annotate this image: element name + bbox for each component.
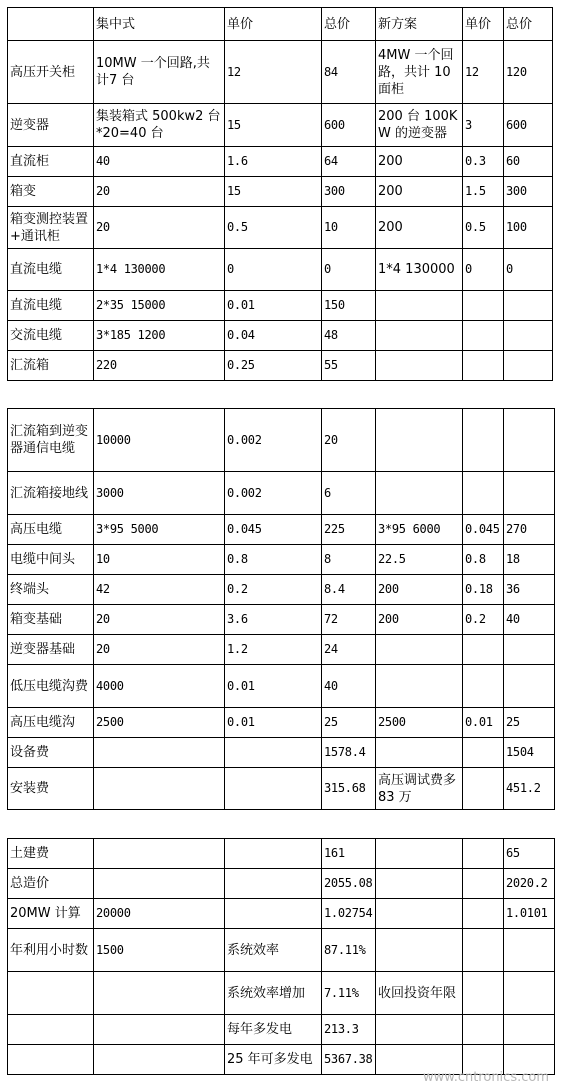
table-cell	[504, 665, 555, 708]
table-cell: 40	[322, 665, 376, 708]
row-label: 箱变测控装置+通讯柜	[8, 207, 94, 249]
table-cell	[463, 351, 504, 381]
table-cell	[94, 1015, 225, 1045]
table-cell: 3*95 5000	[94, 515, 225, 545]
table-cell	[376, 929, 463, 972]
table-cell: 300	[322, 177, 376, 207]
table-cell: 20	[322, 409, 376, 472]
table-row	[8, 708, 555, 738]
table-cell: 0.18	[463, 575, 504, 605]
table-cell: 18	[504, 545, 555, 575]
row-label: 汇流箱	[8, 351, 94, 381]
table-cell	[225, 839, 322, 869]
row-label: 逆变器基础	[8, 635, 94, 665]
row-label	[8, 972, 94, 1015]
table-cell	[504, 929, 555, 972]
table-row	[8, 665, 555, 708]
table-cell: 25	[504, 708, 555, 738]
table-cell: 8.4	[322, 575, 376, 605]
table-cell: 10000	[94, 409, 225, 472]
header-cell: 总价	[504, 8, 553, 41]
table-cell: 300	[504, 177, 553, 207]
table-cell	[225, 869, 322, 899]
table-cell: 200	[376, 575, 463, 605]
table-cell: 1.2	[225, 635, 322, 665]
table-cell: 120	[504, 41, 553, 104]
table-cell	[463, 839, 504, 869]
row-label: 低压电缆沟费	[8, 665, 94, 708]
table-cell: 200	[376, 207, 463, 249]
row-label: 直流电缆	[8, 291, 94, 321]
table-cell	[463, 738, 504, 768]
table-cell: 6	[322, 472, 376, 515]
table-cell: 0.002	[225, 409, 322, 472]
table-cell	[463, 1015, 504, 1045]
table-cell: 55	[322, 351, 376, 381]
row-label: 汇流箱到逆变器通信电缆	[8, 409, 94, 472]
table-cell: 0.04	[225, 321, 322, 351]
table-row	[8, 515, 555, 545]
table-row	[8, 321, 553, 351]
table-row	[8, 929, 555, 972]
table-cell: 0.2	[225, 575, 322, 605]
table-cell: 22.5	[376, 545, 463, 575]
table-cell: 2020.2	[504, 869, 555, 899]
header-cell: 单价	[463, 8, 504, 41]
row-label: 设备费	[8, 738, 94, 768]
table-cell: 451.2	[504, 768, 555, 810]
table-cell	[376, 351, 463, 381]
table-cell: 1*4 130000	[94, 249, 225, 291]
table-cell: 25	[322, 708, 376, 738]
row-label	[8, 1045, 94, 1075]
table-cell: 84	[322, 41, 376, 104]
table-row	[8, 575, 555, 605]
table-cell	[94, 869, 225, 899]
table-cell	[463, 665, 504, 708]
table-cell	[463, 291, 504, 321]
table-row	[8, 147, 553, 177]
table-cell: 36	[504, 575, 555, 605]
table-cell: 200	[376, 147, 463, 177]
cost-table-part-3	[7, 838, 555, 1075]
table-row	[8, 409, 555, 472]
table-cell	[504, 409, 555, 472]
table-cell	[504, 1015, 555, 1045]
row-label: 直流电缆	[8, 249, 94, 291]
table-cell	[463, 899, 504, 929]
table-cell: 0.01	[225, 665, 322, 708]
row-label: 逆变器	[8, 104, 94, 147]
row-label: 高压电缆	[8, 515, 94, 545]
row-label: 终端头	[8, 575, 94, 605]
table-cell: 0.8	[463, 545, 504, 575]
table-cell	[376, 899, 463, 929]
table-cell: 高压调试费多 83 万	[376, 768, 463, 810]
table-cell	[225, 899, 322, 929]
table-cell	[463, 472, 504, 515]
table-cell: 12	[225, 41, 322, 104]
row-label: 交流电缆	[8, 321, 94, 351]
table-cell	[94, 972, 225, 1015]
table-cell: 2*35 15000	[94, 291, 225, 321]
table-cell: 集装箱式 500kw2 台*20=40 台	[94, 104, 225, 147]
table-row	[8, 899, 555, 929]
table-cell: 0	[225, 249, 322, 291]
table-cell: 0.25	[225, 351, 322, 381]
header-cell: 单价	[225, 8, 322, 41]
table-cell	[504, 321, 553, 351]
table-cell: 40	[504, 605, 555, 635]
table-cell: 系统效率增加	[225, 972, 322, 1015]
table-cell: 600	[322, 104, 376, 147]
table-cell: 每年多发电	[225, 1015, 322, 1045]
table-cell: 200	[376, 605, 463, 635]
table-cell: 60	[504, 147, 553, 177]
table-cell	[463, 869, 504, 899]
table-cell: 0.01	[463, 708, 504, 738]
table-cell: 3*95 6000	[376, 515, 463, 545]
table-cell: 600	[504, 104, 553, 147]
table-cell: 0.8	[225, 545, 322, 575]
table-cell: 5367.38	[322, 1045, 376, 1075]
watermark: www.cntronics.com	[422, 1070, 549, 1085]
table-cell	[376, 665, 463, 708]
table-cell: 0	[504, 249, 553, 291]
table-cell: 10	[322, 207, 376, 249]
row-label: 箱变	[8, 177, 94, 207]
table-cell: 1.0101	[504, 899, 555, 929]
table-row	[8, 249, 553, 291]
table-cell	[463, 972, 504, 1015]
table-cell: 7.11%	[322, 972, 376, 1015]
table-cell: 161	[322, 839, 376, 869]
table-cell: 2500	[94, 708, 225, 738]
table-cell: 2500	[376, 708, 463, 738]
table-cell: 213.3	[322, 1015, 376, 1045]
table-cell	[504, 635, 555, 665]
row-label: 年利用小时数	[8, 929, 94, 972]
table-cell: 65	[504, 839, 555, 869]
table-cell: 10MW 一个回路,共计7 台	[94, 41, 225, 104]
table-cell: 3	[463, 104, 504, 147]
table-cell	[376, 321, 463, 351]
table-cell: 3*185 1200	[94, 321, 225, 351]
cost-table-part-1	[7, 7, 553, 381]
table-cell	[94, 1045, 225, 1075]
table-cell	[94, 768, 225, 810]
table-row	[8, 869, 555, 899]
table-cell: 20	[94, 207, 225, 249]
table-row	[8, 768, 555, 810]
table-cell	[94, 738, 225, 768]
table-cell: 150	[322, 291, 376, 321]
table-cell: 1*4 130000	[376, 249, 463, 291]
table-cell	[504, 291, 553, 321]
table-cell	[504, 972, 555, 1015]
table-cell	[376, 409, 463, 472]
header-cell: 新方案	[376, 8, 463, 41]
table-cell: 87.11%	[322, 929, 376, 972]
table-cell: 0.045	[463, 515, 504, 545]
table-cell: 25 年可多发电	[225, 1045, 322, 1075]
table-row	[8, 738, 555, 768]
table-cell: 24	[322, 635, 376, 665]
table-cell: 1500	[94, 929, 225, 972]
table-row	[8, 545, 555, 575]
table-cell	[376, 472, 463, 515]
row-label: 箱变基础	[8, 605, 94, 635]
table-cell	[225, 738, 322, 768]
table-row	[8, 207, 553, 249]
row-label: 汇流箱接地线	[8, 472, 94, 515]
header-cell: 集中式	[94, 8, 225, 41]
row-label: 20MW 计算	[8, 899, 94, 929]
table-cell: 0.3	[463, 147, 504, 177]
table-cell: 3000	[94, 472, 225, 515]
table-cell: 3.6	[225, 605, 322, 635]
table-cell: 48	[322, 321, 376, 351]
cost-table-part-2	[7, 408, 555, 810]
table-cell: 72	[322, 605, 376, 635]
table-row	[8, 41, 553, 104]
table-cell: 42	[94, 575, 225, 605]
table-cell: 20000	[94, 899, 225, 929]
table-cell: 4000	[94, 665, 225, 708]
table-cell: 315.68	[322, 768, 376, 810]
table-cell	[376, 738, 463, 768]
table-cell	[463, 409, 504, 472]
table-cell	[376, 291, 463, 321]
table-cell: 收回投资年限	[376, 972, 463, 1015]
table-cell	[376, 1015, 463, 1045]
table-cell	[504, 351, 553, 381]
table-row	[8, 972, 555, 1015]
table-cell: 225	[322, 515, 376, 545]
table-cell: 64	[322, 147, 376, 177]
table-row	[8, 104, 553, 147]
table-cell: 20	[94, 177, 225, 207]
table-cell	[225, 768, 322, 810]
table-cell	[504, 472, 555, 515]
table-cell: 20	[94, 635, 225, 665]
row-label	[8, 1015, 94, 1045]
table-cell: 0	[322, 249, 376, 291]
table-cell: 0	[463, 249, 504, 291]
table-cell: 8	[322, 545, 376, 575]
row-label: 安装费	[8, 768, 94, 810]
table-cell: 4MW 一个回路，共计 10 面柜	[376, 41, 463, 104]
row-label: 高压电缆沟	[8, 708, 94, 738]
table-cell: 15	[225, 177, 322, 207]
table-row	[8, 472, 555, 515]
table-cell: 1504	[504, 738, 555, 768]
table-cell: 270	[504, 515, 555, 545]
table-row	[8, 635, 555, 665]
table-cell: 0.045	[225, 515, 322, 545]
table-cell	[376, 839, 463, 869]
table-cell	[376, 635, 463, 665]
header-cell	[8, 8, 94, 41]
table-cell: 12	[463, 41, 504, 104]
table-cell: 1.5	[463, 177, 504, 207]
table-cell: 0.002	[225, 472, 322, 515]
table-cell	[463, 768, 504, 810]
header-row	[8, 8, 553, 41]
table-cell	[376, 869, 463, 899]
table-cell: 1578.4	[322, 738, 376, 768]
table-cell: 0.5	[225, 207, 322, 249]
row-label: 高压开关柜	[8, 41, 94, 104]
table-row	[8, 291, 553, 321]
row-label: 土建费	[8, 839, 94, 869]
table-row	[8, 177, 553, 207]
table-cell: 1.02754	[322, 899, 376, 929]
table-cell: 系统效率	[225, 929, 322, 972]
table-cell: 1.6	[225, 147, 322, 177]
table-cell: 15	[225, 104, 322, 147]
table-cell: 100	[504, 207, 553, 249]
table-cell: 0.5	[463, 207, 504, 249]
table-cell	[463, 321, 504, 351]
table-cell: 10	[94, 545, 225, 575]
table-cell	[463, 929, 504, 972]
table-cell: 0.01	[225, 708, 322, 738]
table-cell: 0.01	[225, 291, 322, 321]
table-cell	[94, 839, 225, 869]
table-cell: 20	[94, 605, 225, 635]
table-row	[8, 351, 553, 381]
row-label: 直流柜	[8, 147, 94, 177]
table-cell: 200	[376, 177, 463, 207]
table-cell: 200 台 100KW 的逆变器	[376, 104, 463, 147]
table-cell: 2055.08	[322, 869, 376, 899]
row-label: 电缆中间头	[8, 545, 94, 575]
table-row	[8, 839, 555, 869]
table-cell: 40	[94, 147, 225, 177]
header-cell: 总价	[322, 8, 376, 41]
table-cell	[463, 635, 504, 665]
table-row	[8, 1015, 555, 1045]
table-cell: 0.2	[463, 605, 504, 635]
table-row	[8, 605, 555, 635]
table-cell: 220	[94, 351, 225, 381]
row-label: 总造价	[8, 869, 94, 899]
